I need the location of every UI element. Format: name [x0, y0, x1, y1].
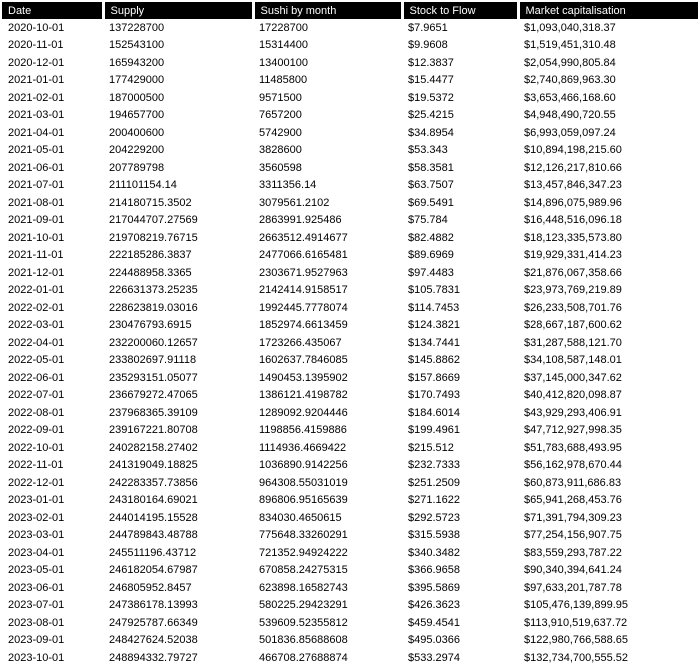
cell-sushi-by-month: 896806.95165639 — [259, 494, 348, 507]
cell-market-capitalisation: $77,254,156,907.75 — [524, 529, 622, 542]
cell-stock-to-flow: $145.8862 — [408, 354, 460, 367]
cell-sushi-by-month: 1289092.9204446 — [259, 406, 348, 419]
cell-date: 2022-05-01 — [8, 354, 65, 367]
cell-market-capitalisation: $105,476,139,899.95 — [524, 599, 628, 612]
cell-market-capitalisation: $12,126,217,810.66 — [524, 161, 622, 174]
cell-date: 2023-05-01 — [8, 564, 65, 577]
cell-stock-to-flow: $315.5938 — [408, 529, 460, 542]
cell-sushi-by-month: 7657200 — [259, 109, 302, 122]
cell-sushi-by-month: 539609.52355812 — [259, 616, 348, 629]
cell-sushi-by-month: 1036890.9142256 — [259, 459, 348, 472]
cell-supply: 248427624.52038 — [109, 634, 198, 647]
cell-supply: 224488958.3365 — [109, 266, 192, 279]
cell-market-capitalisation: $37,145,000,347.62 — [524, 371, 622, 384]
cell-supply: 165943200 — [109, 56, 165, 69]
column-header-sushi-by-month: Sushi by month — [253, 2, 402, 19]
cell-market-capitalisation: $28,667,187,600.62 — [524, 319, 622, 332]
cell-sushi-by-month: 964308.55031019 — [259, 476, 348, 489]
cell-supply: 247386178.13993 — [109, 599, 198, 612]
table-row — [2, 614, 698, 632]
cell-stock-to-flow: $7.9651 — [408, 21, 448, 34]
table-row — [2, 509, 698, 527]
table-row — [2, 352, 698, 370]
cell-sushi-by-month: 2663512.4914677 — [259, 231, 348, 244]
table-row — [2, 632, 698, 650]
cell-supply: 243180164.69021 — [109, 494, 198, 507]
cell-stock-to-flow: $69.5491 — [408, 196, 454, 209]
cell-date: 2022-04-01 — [8, 336, 65, 349]
table-row — [2, 282, 698, 300]
cell-supply: 219708219.76715 — [109, 231, 198, 244]
cell-date: 2020-11-01 — [8, 39, 64, 52]
table-row — [2, 579, 698, 597]
cell-supply: 240282158.27402 — [109, 441, 198, 454]
cell-stock-to-flow: $459.4541 — [408, 616, 460, 629]
cell-market-capitalisation: $51,783,688,493.95 — [524, 441, 622, 454]
cell-date: 2021-11-01 — [8, 249, 64, 262]
cell-date: 2021-12-01 — [8, 266, 65, 279]
cell-stock-to-flow: $134.7441 — [408, 336, 460, 349]
table-row — [2, 649, 698, 667]
cell-stock-to-flow: $232.7333 — [408, 459, 460, 472]
cell-supply: 247925787.66349 — [109, 616, 198, 629]
table-row — [2, 317, 698, 335]
cell-date: 2022-01-01 — [8, 284, 65, 297]
cell-supply: 137228700 — [109, 21, 165, 34]
cell-date: 2021-04-01 — [8, 126, 65, 139]
cell-stock-to-flow: $271.1622 — [408, 494, 460, 507]
table-row — [2, 124, 698, 142]
cell-sushi-by-month: 1198856.4159886 — [259, 424, 347, 437]
table-row — [2, 492, 698, 510]
cell-sushi-by-month: 1852974.6613459 — [259, 319, 348, 332]
table-row — [2, 72, 698, 90]
cell-market-capitalisation: $113,910,519,637.72 — [524, 616, 628, 629]
cell-date: 2022-02-01 — [8, 301, 65, 314]
cell-date: 2022-06-01 — [8, 371, 65, 384]
cell-market-capitalisation: $71,391,794,309.23 — [524, 511, 622, 524]
cell-sushi-by-month: 775648.33260291 — [259, 529, 348, 542]
cell-sushi-by-month: 466708.27688874 — [259, 651, 348, 664]
cell-stock-to-flow: $89.6969 — [408, 249, 454, 262]
cell-market-capitalisation: $1,093,040,318.37 — [524, 21, 616, 34]
cell-sushi-by-month: 623898.16582743 — [259, 581, 348, 594]
cell-market-capitalisation: $4,948,490,720.55 — [524, 109, 616, 122]
cell-sushi-by-month: 1114936.4669422 — [259, 441, 347, 454]
cell-market-capitalisation: $60,873,911,686.83 — [524, 476, 622, 489]
cell-stock-to-flow: $170.7493 — [408, 389, 460, 402]
cell-sushi-by-month: 3560598 — [259, 161, 302, 174]
cell-supply: 217044707.27569 — [109, 214, 198, 227]
cell-market-capitalisation: $90,340,394,641.24 — [524, 564, 622, 577]
cell-market-capitalisation: $19,929,331,414.23 — [524, 249, 622, 262]
cell-market-capitalisation: $16,448,516,096.18 — [524, 214, 622, 227]
cell-date: 2021-01-01 — [8, 74, 65, 87]
cell-supply: 239167221.80708 — [109, 424, 198, 437]
cell-supply: 242283357.73856 — [109, 476, 198, 489]
cell-stock-to-flow: $533.2974 — [408, 651, 460, 664]
table-row — [2, 387, 698, 405]
cell-date: 2021-10-01 — [8, 231, 65, 244]
cell-sushi-by-month: 3828600 — [259, 144, 302, 157]
cell-sushi-by-month: 13400100 — [259, 56, 308, 69]
table-body — [2, 19, 698, 667]
table-row — [2, 527, 698, 545]
cell-supply: 235293151.05077 — [109, 371, 198, 384]
cell-sushi-by-month: 3079561.2102 — [259, 196, 330, 209]
table-row — [2, 597, 698, 615]
cell-stock-to-flow: $292.5723 — [408, 511, 460, 524]
cell-date: 2023-10-01 — [8, 651, 65, 664]
cell-supply: 222185286.3837 — [109, 249, 192, 262]
table-row — [2, 544, 698, 562]
cell-stock-to-flow: $124.3821 — [408, 319, 460, 332]
cell-date: 2021-02-01 — [8, 91, 65, 104]
cell-stock-to-flow: $82.4882 — [408, 231, 454, 244]
cell-sushi-by-month: 11485800 — [259, 74, 308, 87]
cell-market-capitalisation: $132,734,700,555.52 — [524, 651, 628, 664]
cell-supply: 237968365.39109 — [109, 406, 198, 419]
cell-stock-to-flow: $366.9658 — [408, 564, 460, 577]
cell-stock-to-flow: $97.4483 — [408, 266, 454, 279]
column-header-supply: Supply — [103, 2, 253, 19]
cell-market-capitalisation: $65,941,268,453.76 — [524, 494, 622, 507]
table-header-row — [2, 2, 698, 19]
cell-sushi-by-month: 501836.85688608 — [259, 634, 348, 647]
table-row — [2, 177, 698, 195]
cell-sushi-by-month: 1723266.435067 — [259, 336, 342, 349]
cell-date: 2022-03-01 — [8, 319, 65, 332]
cell-supply: 211101154.14 — [109, 179, 177, 192]
cell-sushi-by-month: 834030.4650615 — [259, 511, 342, 524]
cell-date: 2023-08-01 — [8, 616, 65, 629]
cell-date: 2022-08-01 — [8, 406, 65, 419]
cell-market-capitalisation: $13,457,846,347.23 — [524, 179, 622, 192]
cell-sushi-by-month: 15314400 — [259, 39, 308, 52]
cell-market-capitalisation: $97,633,201,787.78 — [524, 581, 622, 594]
cell-stock-to-flow: $53.343 — [408, 144, 448, 157]
cell-supply: 207789798 — [109, 161, 165, 174]
cell-supply: 200400600 — [109, 126, 165, 139]
table-row — [2, 142, 698, 160]
cell-stock-to-flow: $495.0366 — [408, 634, 460, 647]
table-row — [2, 107, 698, 125]
table-row — [2, 369, 698, 387]
cell-market-capitalisation: $23,973,769,219.89 — [524, 284, 622, 297]
table-row — [2, 159, 698, 177]
cell-stock-to-flow: $114.7453 — [408, 301, 460, 314]
cell-market-capitalisation: $34,108,587,148.01 — [524, 354, 622, 367]
cell-stock-to-flow: $12.3837 — [408, 56, 454, 69]
table-row — [2, 229, 698, 247]
cell-sushi-by-month: 2142414.9158517 — [259, 284, 348, 297]
cell-stock-to-flow: $105.7831 — [408, 284, 460, 297]
cell-date: 2022-11-01 — [8, 459, 64, 472]
cell-stock-to-flow: $199.4961 — [408, 424, 460, 437]
cell-supply: 246805952.8457 — [109, 581, 192, 594]
cell-market-capitalisation: $26,233,508,701.76 — [524, 301, 622, 314]
cell-sushi-by-month: 580225.29423291 — [259, 599, 348, 612]
table-row — [2, 89, 698, 107]
cell-stock-to-flow: $157.8669 — [408, 371, 460, 384]
table-row — [2, 54, 698, 72]
cell-stock-to-flow: $426.3623 — [408, 599, 460, 612]
cell-date: 2023-03-01 — [8, 529, 65, 542]
table-row — [2, 457, 698, 475]
cell-sushi-by-month: 1386121.4198782 — [259, 389, 348, 402]
cell-date: 2022-07-01 — [8, 389, 65, 402]
column-header-date: Date — [2, 2, 103, 19]
table-row — [2, 212, 698, 230]
cell-stock-to-flow: $75.784 — [408, 214, 448, 227]
table-row — [2, 19, 698, 37]
cell-supply: 214180715.3502 — [109, 196, 192, 209]
cell-supply: 194657700 — [109, 109, 165, 122]
cell-stock-to-flow: $19.5372 — [408, 91, 454, 104]
cell-date: 2021-08-01 — [8, 196, 65, 209]
cell-sushi-by-month: 2477066.6165481 — [259, 249, 348, 262]
cell-market-capitalisation: $43,929,293,406.91 — [524, 406, 622, 419]
cell-sushi-by-month: 17228700 — [259, 21, 308, 34]
cell-supply: 244014195.15528 — [109, 511, 198, 524]
cell-date: 2021-05-01 — [8, 144, 65, 157]
cell-market-capitalisation: $21,876,067,358.66 — [524, 266, 622, 279]
table-row — [2, 264, 698, 282]
cell-sushi-by-month: 1992445.7778074 — [259, 301, 348, 314]
cell-supply: 177429000 — [109, 74, 165, 87]
cell-market-capitalisation: $2,054,990,805.84 — [524, 56, 616, 69]
cell-date: 2021-06-01 — [8, 161, 65, 174]
cell-stock-to-flow: $58.3581 — [408, 161, 454, 174]
cell-supply: 226631373.25235 — [109, 284, 198, 297]
table-row — [2, 247, 698, 265]
cell-stock-to-flow: $34.8954 — [408, 126, 454, 139]
cell-market-capitalisation: $2,740,869,963.30 — [524, 74, 616, 87]
cell-sushi-by-month: 1490453.1395902 — [259, 371, 348, 384]
cell-supply: 152543100 — [109, 39, 165, 52]
cell-date: 2023-09-01 — [8, 634, 65, 647]
column-header-market-capitalisation: Market capitalisation — [518, 2, 698, 19]
cell-supply: 204229200 — [109, 144, 165, 157]
cell-market-capitalisation: $10,894,198,215.60 — [524, 144, 622, 157]
cell-market-capitalisation: $56,162,978,670.44 — [524, 459, 622, 472]
cell-supply: 187000500 — [109, 91, 165, 104]
cell-date: 2023-07-01 — [8, 599, 65, 612]
cell-sushi-by-month: 3311356.14 — [259, 179, 317, 192]
table-row — [2, 439, 698, 457]
cell-sushi-by-month: 2863991.925486 — [259, 214, 342, 227]
cell-stock-to-flow: $9.9608 — [408, 39, 448, 52]
cell-date: 2023-06-01 — [8, 581, 65, 594]
cell-date: 2023-02-01 — [8, 511, 65, 524]
cell-stock-to-flow: $184.6014 — [408, 406, 460, 419]
column-header-stock-to-flow: Stock to Flow — [402, 2, 518, 19]
cell-market-capitalisation: $83,559,293,787.22 — [524, 546, 622, 559]
cell-supply: 233802697.91118 — [109, 354, 197, 367]
cell-supply: 241319049.18825 — [109, 459, 198, 472]
cell-market-capitalisation: $18,123,335,573.80 — [524, 231, 622, 244]
cell-date: 2023-01-01 — [8, 494, 65, 507]
cell-supply: 248894332.79727 — [109, 651, 198, 664]
cell-date: 2021-07-01 — [8, 179, 65, 192]
table-row — [2, 422, 698, 440]
cell-supply: 230476793.6915 — [109, 319, 192, 332]
cell-sushi-by-month: 1602637.7846085 — [259, 354, 348, 367]
table-row — [2, 404, 698, 422]
cell-date: 2023-04-01 — [8, 546, 65, 559]
cell-supply: 245511196.43712 — [109, 546, 197, 559]
cell-market-capitalisation: $47,712,927,998.35 — [524, 424, 622, 437]
cell-stock-to-flow: $251.2509 — [408, 476, 460, 489]
cell-sushi-by-month: 9571500 — [259, 91, 302, 104]
cell-stock-to-flow: $395.5869 — [408, 581, 460, 594]
cell-stock-to-flow: $25.4215 — [408, 109, 454, 122]
cell-stock-to-flow: $340.3482 — [408, 546, 460, 559]
cell-supply: 232200060.12657 — [109, 336, 198, 349]
cell-market-capitalisation: $3,653,466,168.60 — [524, 91, 616, 104]
table-row — [2, 299, 698, 317]
cell-supply: 228623819.03016 — [109, 301, 198, 314]
cell-stock-to-flow: $15.4477 — [408, 74, 454, 87]
cell-sushi-by-month: 5742900 — [259, 126, 302, 139]
table-row — [2, 194, 698, 212]
cell-date: 2021-09-01 — [8, 214, 65, 227]
cell-date: 2020-12-01 — [8, 56, 65, 69]
table-row — [2, 37, 698, 55]
cell-market-capitalisation: $6,993,059,097.24 — [524, 126, 616, 139]
table-row — [2, 334, 698, 352]
cell-supply: 246182054.67987 — [109, 564, 198, 577]
cell-date: 2021-03-01 — [8, 109, 65, 122]
cell-stock-to-flow: $63.7507 — [408, 179, 454, 192]
cell-market-capitalisation: $31,287,588,121.70 — [524, 336, 622, 349]
cell-supply: 244789843.48788 — [109, 529, 198, 542]
cell-date: 2022-12-01 — [8, 476, 65, 489]
cell-supply: 236679272.47065 — [109, 389, 198, 402]
cell-stock-to-flow: $215.512 — [408, 441, 454, 454]
cell-sushi-by-month: 721352.94924222 — [259, 546, 348, 559]
cell-market-capitalisation: $40,412,820,098.87 — [524, 389, 622, 402]
table-row — [2, 474, 698, 492]
cell-date: 2022-10-01 — [8, 441, 65, 454]
cell-market-capitalisation: $122,980,766,588.65 — [524, 634, 628, 647]
data-table — [2, 2, 698, 667]
cell-date: 2022-09-01 — [8, 424, 65, 437]
cell-market-capitalisation: $1,519,451,310.48 — [524, 39, 616, 52]
table-row — [2, 562, 698, 580]
cell-sushi-by-month: 670858.24275315 — [259, 564, 348, 577]
cell-market-capitalisation: $14,896,075,989.96 — [524, 196, 622, 209]
cell-date: 2020-10-01 — [8, 21, 65, 34]
cell-sushi-by-month: 2303671.9527963 — [259, 266, 348, 279]
